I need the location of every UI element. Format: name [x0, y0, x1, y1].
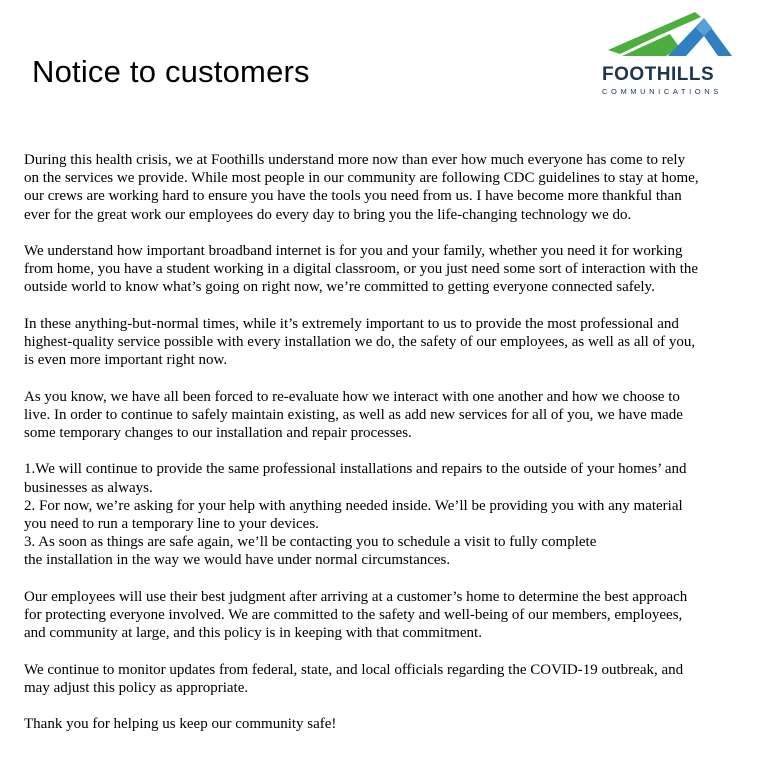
- notice-body: [24, 151, 750, 752]
- paragraph-4: As you know, we have all been forced to re-evaluate how we interact with one another and how we choose to live. In order to continue to safely maintain existing, as well as add new services for all of you, we have made some temporary changes to our installation and repair processes.: [24, 388, 683, 441]
- closing-line: Thank you for helping us keep our community safe!: [24, 716, 337, 733]
- logo-name: FOOTHILLS: [602, 64, 715, 85]
- paragraph-1: During this health crisis, we at Foothills understand more now than ever how much everyone has come to rely on the services we provide. While most people in our community are following CDC guidelines to stay at home, our crews are working hard to ensure you have the tools you need from us. I have become more thankful than ever for the great work our employees do every day to bring you the life-changing technology we do.: [24, 152, 699, 223]
- paragraph-6: We continue to monitor updates from federal, state, and local officials regarding the COVID-19 outbreak, and may adjust this policy as appropriate.: [24, 661, 684, 696]
- mountain-logo-icon: [600, 8, 740, 64]
- page-title: Notice to customers: [32, 54, 310, 89]
- foothills-logo: [600, 8, 740, 100]
- logo-subtitle: COMMUNICATIONS: [602, 87, 722, 96]
- paragraph-3: In these anything-but-normal times, while it’s extremely important to us to provide the most professional and highest-quality service possible with every installation we do, the safety of our employees, as well as all of you, is even more important right now.: [24, 315, 696, 369]
- paragraph-2: We understand how important broadband internet is for you and your family, whether you need it for working from home, you have a student working in a digital classroom, or you just need some sort of interaction with the outside world to know what’s going on right now, we’re committed to getting everyone connected safely.: [24, 243, 699, 296]
- changes-list: 1.We will continue to provide the same professional installations and repairs to the outside of your homes’ and businesses as always. 2. For now, we’re asking for your help with anything needed inside. We’ll be providing you with any material you need to run a temporary line to your devices. 3. As soon as things are safe again, we’ll be contacting you to schedule a visit to fully complete the installation in the way we would have under normal circumstances.: [24, 461, 687, 569]
- paragraph-5: Our employees will use their best judgment after arriving at a customer’s home to determine the best approach for protecting everyone involved. We are committed to the safety and well-being of our members, employees, and community at large, and this policy is in keeping with that commitment.: [24, 588, 688, 642]
